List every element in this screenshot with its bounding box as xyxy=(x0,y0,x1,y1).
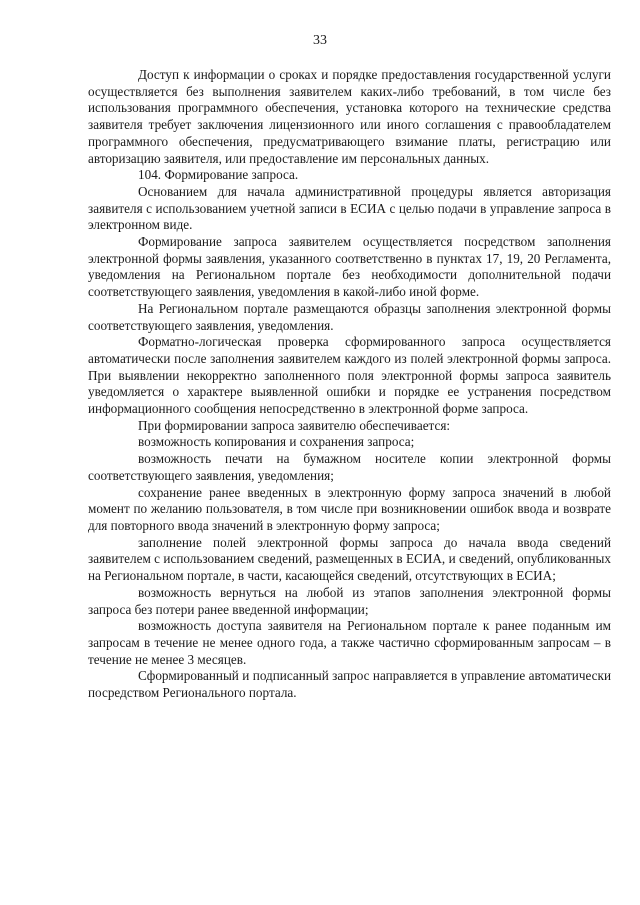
paragraph-format-check: Форматно-логическая проверка сформированного запроса осуществляется автоматически после заполнения заявителем каждого из полей электронной формы запроса. При выявлении некорректно заполненного поля электронной формы запроса заявитель уведомляется о характере выявленной ошибки и порядке ее устранения посредством информационного сообщения непосредственно в электронной форме запроса. xyxy=(88,334,611,417)
section-heading-104: 104. Формирование запроса. xyxy=(138,167,299,183)
list-item-print: возможность печати на бумажном носителе копии электронной формы соответствующего заявления, уведомления; xyxy=(88,451,611,483)
document-body xyxy=(88,67,611,702)
list-item-access-requests: возможность доступа заявителя на Региональном портале к ранее поданным им запросам в течение не менее одного года, а также частично сформированным запросам – в течение не менее 3 месяцев. xyxy=(88,618,611,667)
paragraph-request-formation: Формирование запроса заявителем осуществляется посредством заполнения электронной формы заявления, указанного соответственно в пунктах 17, 19, 20 Регламента, уведомления на Региональном портале без необходимости дополнительной подачи соответствующего заявления, уведомления в какой-либо иной форме. xyxy=(88,234,611,300)
paragraph-provisions-intro: При формировании запроса заявителю обеспечивается: xyxy=(138,417,451,433)
paragraph-request-sending: Сформированный и подписанный запрос направляется в управление автоматически посредством Регионального портала. xyxy=(88,668,611,701)
list-item-save-values: сохранение ранее введенных в электронную форму запроса значений в любой момент по желанию пользователя, в том числе при возникновении ошибок ввода и возврате для повторного ввода значений в электронную форму запроса; xyxy=(88,484,611,533)
paragraph-procedure-basis: Основанием для начала административной процедуры является авторизация заявителя с использованием учетной записи в ЕСИА с целью подачи в управление запроса в электронном виде. xyxy=(88,183,611,233)
paragraph-info-access: Доступ к информации о сроках и порядке предоставления государственной услуги осуществляется без выполнения заявителем каких-либо требований, в том числе без использования программного обеспечения, установка которого на технические средства заявителя требует заключения лицензионного или иного соглашения с правообладателем программного обеспечения, предусматривающего взимание платы, регистрацию или авторизацию заявителя, или предоставление им персональных данных. xyxy=(88,67,611,166)
list-item-copy-save: возможность копирования и сохранения запроса; xyxy=(138,434,415,450)
paragraph-form-samples: На Региональном портале размещаются образцы заполнения электронной формы соответствующего заявления, уведомления. xyxy=(88,300,611,333)
list-item-return-stage: возможность вернуться на любой из этапов заполнения электронной формы запроса без потери ранее введенной информации; xyxy=(88,584,611,617)
page-number: 33 xyxy=(313,33,327,48)
list-item-autofill: заполнение полей электронной формы запроса до начала ввода сведений заявителем с использованием сведений, размещенных в ЕСИА, и сведений, опубликованных на Региональном портале, в части, касающейся сведений, отсутствующих в ЕСИА; xyxy=(88,534,611,584)
